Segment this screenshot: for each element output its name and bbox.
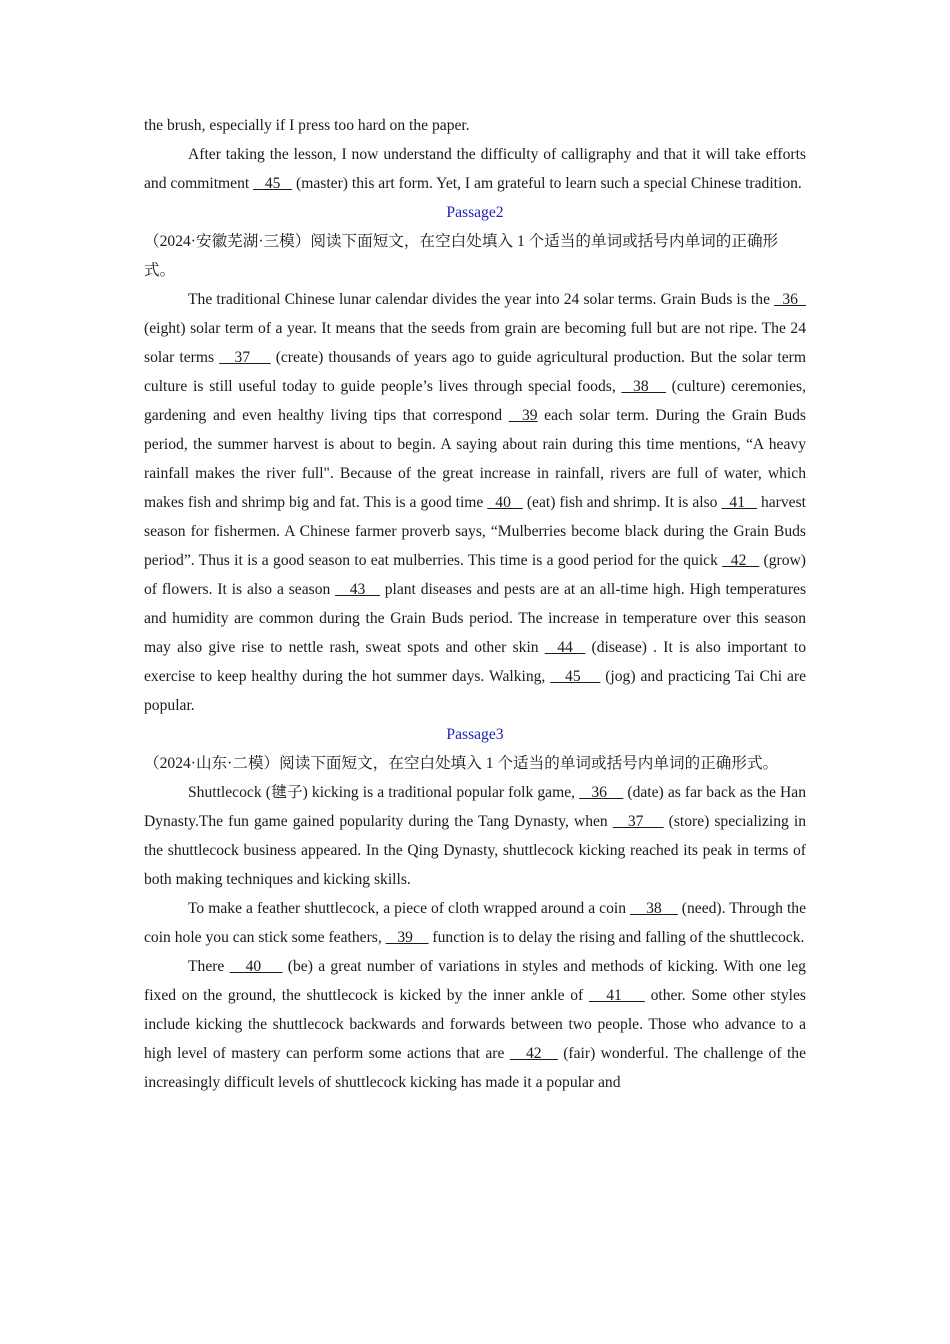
passage3-paragraph-2 bbox=[144, 894, 806, 952]
text: (eat) fish and shrimp. It is also bbox=[522, 494, 722, 511]
text: (jog) and practicing Tai Chi are popular. bbox=[144, 668, 806, 714]
text: the brush, especially if I press too hard on the paper. bbox=[144, 117, 470, 134]
blank-38[interactable]: 38 bbox=[630, 900, 678, 917]
text: plant diseases and pests are at an all-time high. High temperatures and humidity are common during the Grain Buds period. The increase in temperature over this season may also give rise to nettle rash, sweat spots and other skin bbox=[144, 581, 807, 656]
blank-42[interactable]: 42 bbox=[509, 1045, 558, 1062]
text: (culture) ceremonies, gardening and even healthy living tips that correspond bbox=[144, 378, 806, 424]
text: (master) this art form. Yet, I am grateful to learn such a special Chinese tradition. bbox=[292, 175, 802, 192]
text: harvest season for fishermen. A Chinese farmer proverb says, “Mulberries become black during the Grain Buds period”. Thus it is a good season to eat mulberries. This time is a good period for the quick bbox=[144, 494, 806, 569]
blank-43[interactable]: 43 bbox=[335, 581, 380, 598]
text: (disease) . It is also important to exercise to keep healthy during the hot summer days. Walking, bbox=[144, 639, 806, 685]
passage2-heading: Passage2 bbox=[446, 204, 504, 221]
blank-45[interactable]: 45 bbox=[550, 668, 601, 685]
text: After taking the lesson, I now understand the difficulty of calligraphy and that it will take efforts and commitment bbox=[144, 146, 806, 192]
blank-37[interactable]: 37 bbox=[612, 813, 664, 830]
blank-36[interactable]: 36 bbox=[774, 291, 807, 308]
blank-37[interactable]: 37 bbox=[219, 349, 271, 366]
text: (eight) solar term of a year. It means that the seeds from grain are becoming full but are not ripe. The 24 solar terms bbox=[144, 320, 806, 366]
blank-40[interactable]: 40 bbox=[487, 494, 523, 511]
paragraph-continuation bbox=[144, 111, 806, 140]
text: To make a feather shuttlecock, a piece of cloth wrapped around a coin bbox=[188, 900, 631, 917]
text: (be) a great number of variations in styles and methods of kicking. With one leg fixed on the ground, the shuttlecock is kicked by the inner ankle of bbox=[144, 958, 806, 1004]
passage2-source-instruction: （2024·安徽芜湖·三模）阅读下面短文，在空白处填入 1 个适当的单词或括号内单词的正确形式。 bbox=[144, 233, 779, 279]
blank-41[interactable]: 41 bbox=[721, 494, 757, 511]
text: (fair) wonderful. The challenge of the increasingly difficult levels of shuttlecock kicking has made it a popular and bbox=[144, 1045, 807, 1091]
blank-41[interactable]: 41 bbox=[588, 987, 645, 1004]
text: Shuttlecock (毽子) kicking is a traditional popular folk game, bbox=[188, 784, 580, 801]
paragraph-calligraphy-ending bbox=[144, 140, 806, 198]
blank-40[interactable]: 40 bbox=[229, 958, 283, 975]
passage2-paragraph bbox=[144, 285, 806, 720]
passage3-paragraph-1 bbox=[144, 778, 806, 894]
text: (need). Through the coin hole you can stick some feathers, bbox=[144, 900, 807, 946]
text: There bbox=[188, 958, 230, 975]
blank-39[interactable]: 39 bbox=[385, 929, 429, 946]
passage3-heading: Passage3 bbox=[446, 726, 504, 743]
document-body bbox=[144, 111, 806, 1097]
passage3-source-instruction: （2024·山东·二模）阅读下面短文，在空白处填入 1 个适当的单词或括号内单词的正确形式。 bbox=[144, 755, 779, 772]
text: function is to delay the rising and falling of the shuttlecock. bbox=[428, 929, 805, 946]
text: The traditional Chinese lunar calendar divides the year into 24 solar terms. Grain Buds is the bbox=[188, 291, 775, 308]
blank-42[interactable]: 42 bbox=[722, 552, 760, 569]
text: other. Some other styles include kicking the shuttlecock backwards and forwards between two people. Those who advance to a high level of mastery can perform some actions that are bbox=[144, 987, 806, 1062]
blank-44[interactable]: 44 bbox=[544, 639, 586, 656]
text: (date) as far back as the Han Dynasty.The fun game gained popularity during the Tang Dynasty, when bbox=[144, 784, 806, 830]
text: (create) thousands of years ago to guide agricultural production. But the solar term culture is still useful today to guide people’s lives through special foods, bbox=[144, 349, 806, 395]
text: (store) specializing in the shuttlecock business appeared. In the Qing Dynasty, shuttlecock kicking reached its peak in terms of both making techniques and kicking skills. bbox=[144, 813, 806, 888]
blank-39[interactable]: 39 bbox=[508, 407, 538, 424]
blank-38[interactable]: 38 bbox=[621, 378, 666, 395]
text: (grow) of flowers. It is also a season bbox=[144, 552, 806, 598]
passage3-paragraph-3 bbox=[144, 952, 806, 1097]
blank-45[interactable]: 45 bbox=[253, 175, 293, 192]
blank-36[interactable]: 36 bbox=[579, 784, 624, 801]
text: each solar term. During the Grain Buds period, the summer harvest is about to begin. A saying about rain during this time mentions, “A heavy rainfall makes the river full". Because of the great increase in rainfall, rivers are full of water, which makes fish and shrimp big and fat. This is a good time bbox=[144, 407, 806, 511]
